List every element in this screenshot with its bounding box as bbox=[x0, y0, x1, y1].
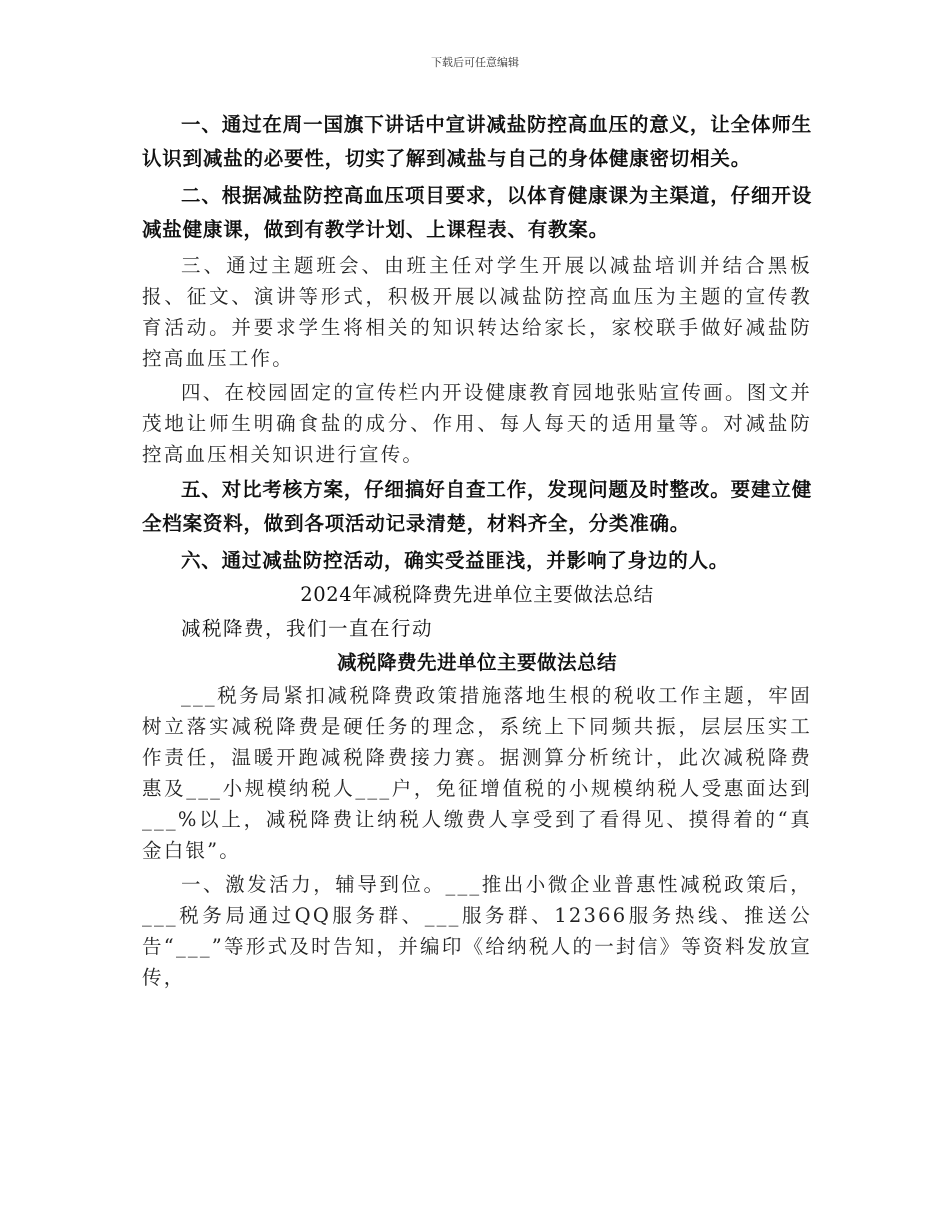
paragraph-item-3: 三、通过主题班会、由班主任对学生开展以减盐培训并结合黑板报、征文、演讲等形式，积极开展以减盐防控高血压为主题的宣传教育活动。并要求学生将相关的知识转达给家长，家校联手做好减盐防控高血压工作。 bbox=[142, 254, 812, 370]
paragraph-item-6: 六、通过减盐防控活动，确实受益匪浅，并影响了身边的人。 bbox=[181, 549, 730, 572]
page-header-note: 下载后可任意编辑 bbox=[431, 56, 519, 69]
article-title: 2024年减税降费先进单位主要做法总结 bbox=[300, 583, 654, 606]
article-paragraph-2: 一、激发活力，辅导到位。___推出小微企业普惠性减税政策后，___税务局通过QQ服务群、___服务群、12366服务热线、推送公告“___”等形式及时告知，并编印《给纳税人的一封信》等资料发放宣传， bbox=[142, 873, 812, 989]
article-subtitle: 减税降费，我们一直在行动 bbox=[181, 617, 434, 640]
paragraph-item-4: 四、在校园固定的宣传栏内开设健康教育园地张贴宣传画。图文并茂地让师生明确食盐的成分、作用、每人每天的适用量等。对减盐防控高血压相关知识进行宣传。 bbox=[142, 381, 812, 466]
paragraph-item-5: 五、对比考核方案，仔细搞好自查工作，发现问题及时整改。要建立健全档案资料，做到各项活动记录清楚，材料齐全，分类准确。 bbox=[142, 478, 812, 535]
document-body bbox=[142, 108, 812, 993]
paragraph-item-1: 一、通过在周一国旗下讲话中宣讲减盐防控高血压的意义，让全体师生认识到减盐的必要性，切实了解到减盐与自己的身体健康密切相关。 bbox=[142, 113, 812, 170]
article-heading: 减税降费先进单位主要做法总结 bbox=[336, 651, 617, 674]
article-paragraph-1: ___税务局紧扣减税降费政策措施落地生根的税收工作主题，牢固树立落实减税降费是硬任务的理念，系统上下同频共振，层层压实工作责任，温暖开跑减税降费接力赛。据测算分析统计，此次减税降费惠及___小规模纳税人___户，免征增值税的小规模纳税人受惠面达到___%以上，减税降费让纳税人缴费人享受到了看得见、摸得着的“真金白银”。 bbox=[142, 684, 812, 862]
paragraph-item-2: 二、根据减盐防控高血压项目要求，以体育健康课为主渠道，仔细开设减盐健康课，做到有教学计划、上课程表、有教案。 bbox=[142, 184, 812, 241]
